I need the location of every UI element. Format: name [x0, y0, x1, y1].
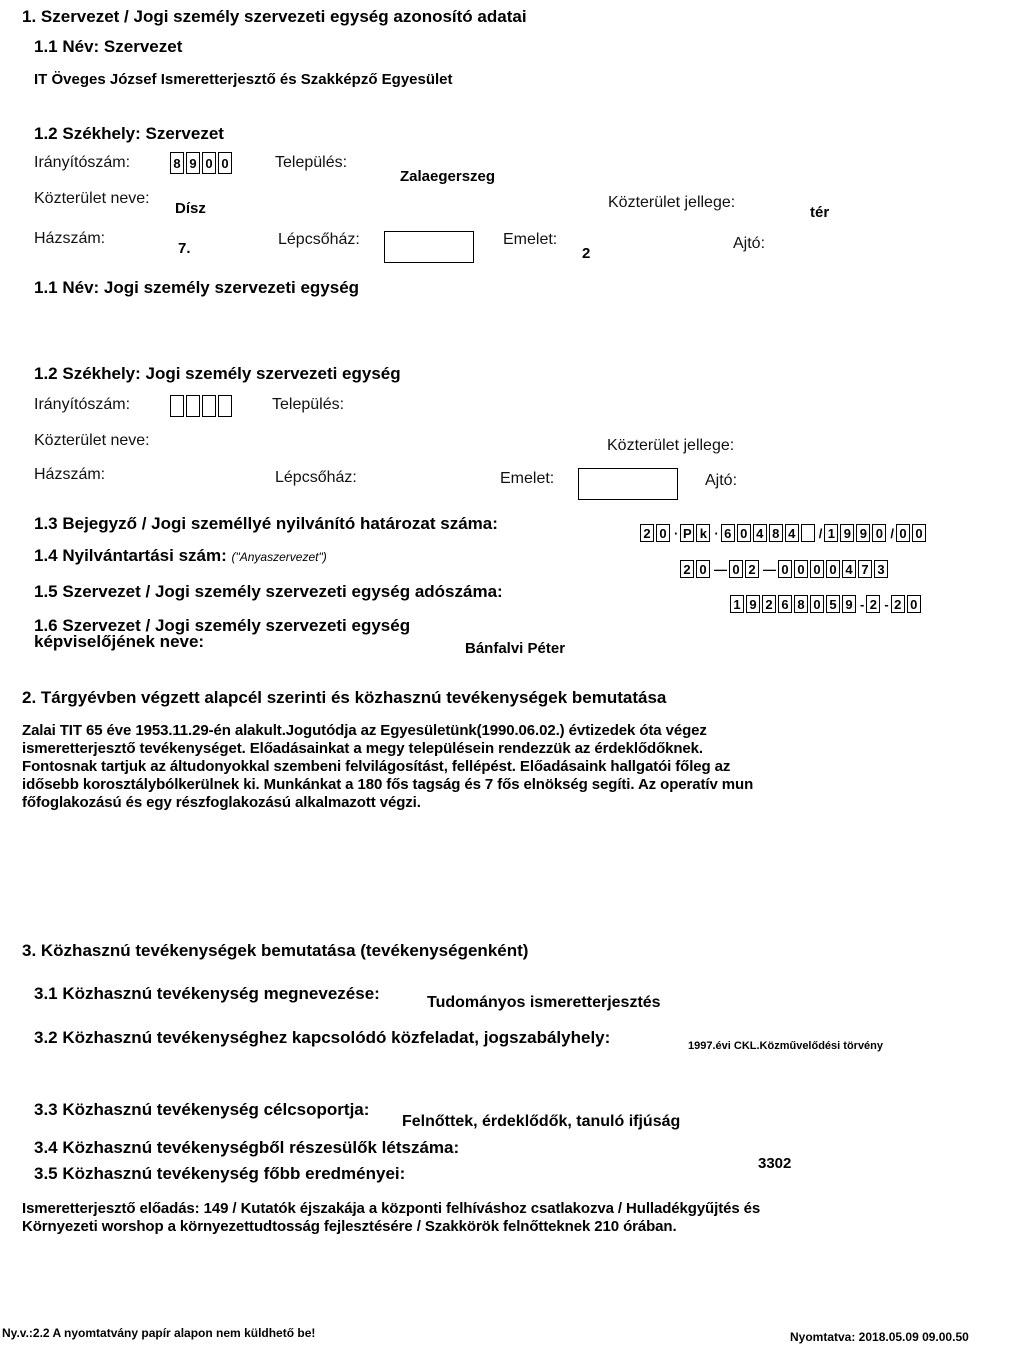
postal-code-boxes [170, 152, 234, 174]
text-line: Zalai TIT 65 éve 1953.11.29-én alakult.Jogutódja az Egyesületünk(1990.06.02.) évtizedek óta végez [22, 722, 707, 739]
postal-code-label: Irányítószám: [34, 154, 131, 171]
digit-box: 9 [746, 595, 760, 613]
results-label: 3.5 Közhasznú tevékenység főbb eredményei: [34, 1164, 406, 1183]
public-task-label: 3.2 Közhasznú tevékenységhez kapcsolódó közfeladat, jogszabályhely: [34, 1028, 611, 1047]
form-id: Ny.v.:2.2 A nyomtatvány papír alapon nem küldhető be! [2, 1326, 316, 1340]
separator: — [714, 561, 727, 577]
digit-box: P [680, 524, 694, 542]
digit-box [186, 395, 200, 417]
org-seat-label: 1.2 Székhely: Szervezet [34, 124, 224, 143]
tax-number-label: 1.5 Szervezet / Jogi személy szervezeti egység adószáma: [34, 582, 503, 601]
digit-box: k [696, 524, 710, 542]
digit-box: 8 [794, 595, 808, 613]
floor-value: 2 [582, 245, 591, 262]
participants-label: 3.4 Közhasznú tevékenységből részesülők létszáma: [34, 1138, 460, 1157]
digit-box: 3 [874, 560, 888, 578]
separator: — [763, 561, 776, 577]
tax-number-boxes [730, 595, 923, 613]
digit-box: 0 [872, 524, 886, 542]
digit-box: 9 [842, 595, 856, 613]
digit-box: 2 [762, 595, 776, 613]
digit-box: 6 [721, 524, 735, 542]
digit-box [801, 524, 815, 542]
unit-floor-field [578, 468, 678, 500]
digit-box: 4 [785, 524, 799, 542]
activity-name-value: Tudományos ismeretterjesztés [427, 994, 661, 1011]
activity-name-label: 3.1 Közhasznú tevékenység megnevezése: [34, 984, 380, 1003]
org-name-value: IT Öveges József Ismeretterjesztő és Szakképző Egyesület [34, 71, 453, 88]
digit-box: 0 [907, 595, 921, 613]
digit-box: 8 [769, 524, 783, 542]
text-line: Környezeti worshop a környezettudtosság fejlesztésére / Szakkörök felnőtteknek 210 órában. [22, 1218, 677, 1235]
unit-door-label: Ajtó: [705, 472, 738, 489]
street-type-label: Közterület jellege: [608, 194, 736, 211]
staircase-label: Lépcsőház: [278, 231, 360, 248]
digit-box: 2 [640, 524, 654, 542]
target-group-value: Felnőttek, érdeklődők, tanuló ifjúság [402, 1113, 681, 1130]
unit-postal-code-boxes [170, 395, 234, 417]
text-line: idősebb korosztálybólkerülnek ki. Munkánkat a 180 fős tagság és 7 fős elnökség segíti. Az operatív mun [22, 776, 754, 793]
digit-box: 0 [794, 560, 808, 578]
registration-decision-label: 1.3 Bejegyző / Jogi személlyé nyilvánító határozat száma: [34, 514, 498, 533]
text-line: főfoglakozású és egy részfoglakozású alkalmazott végzi. [22, 794, 421, 811]
representative-label-line-2: képviselőjének neve: [34, 632, 205, 651]
digit-box: 0 [729, 560, 743, 578]
digit-box: 2 [745, 560, 759, 578]
registry-number-label-text: 1.4 Nyilvántartási szám: [34, 546, 227, 565]
representative-label [34, 618, 410, 650]
unit-postal-code-label: Irányítószám: [34, 396, 131, 413]
digit-box: 4 [753, 524, 767, 542]
digit-box: 4 [842, 560, 856, 578]
digit-box: 0 [218, 152, 232, 174]
separator: · [714, 525, 719, 541]
registration-decision-boxes [640, 524, 928, 542]
house-number-value: 7. [178, 240, 191, 257]
street-name-value: Dísz [175, 200, 206, 217]
text-line: Ismeretterjesztő előadás: 149 / Kutatók éjszakája a központi felhíváshoz csatlakozva / Hulladékgyűjtés és [22, 1200, 761, 1217]
city-value: Zalaegerszeg [400, 168, 496, 185]
digit-box: 5 [826, 595, 840, 613]
digit-box: 9 [186, 152, 200, 174]
digit-box: 0 [202, 152, 216, 174]
digit-box: 0 [696, 560, 710, 578]
registry-number-note: ("Anyaszervezet") [231, 550, 327, 564]
separator: - [860, 596, 865, 612]
unit-name-label: 1.1 Név: Jogi személy szervezeti egység [34, 278, 360, 297]
section-3-title: 3. Közhasznú tevékenységek bemutatása (tevékenységenként) [22, 941, 529, 960]
digit-box: 0 [826, 560, 840, 578]
registry-number-label [34, 546, 327, 566]
unit-street-name-label: Közterület neve: [34, 432, 150, 449]
registry-number-boxes [680, 560, 890, 578]
unit-city-label: Település: [272, 396, 345, 413]
digit-box: 1 [824, 524, 838, 542]
digit-box: 9 [856, 524, 870, 542]
unit-staircase-label: Lépcsőház: [275, 469, 357, 486]
digit-box: 2 [891, 595, 905, 613]
digit-box: 8 [170, 152, 184, 174]
representative-label-line-1: 1.6 Szervezet / Jogi személy szervezeti egység [34, 616, 411, 635]
results-text [22, 1200, 760, 1236]
digit-box: 2 [866, 595, 880, 613]
digit-box: 0 [896, 524, 910, 542]
target-group-label: 3.3 Közhasznú tevékenység célcsoportja: [34, 1100, 370, 1119]
text-line: ismeretterjesztő tevékenységet. Előadásainkat a megy településein rendezzük az érdeklődőknek. [22, 740, 703, 757]
unit-floor-label: Emelet: [500, 470, 555, 487]
separator: - [884, 596, 889, 612]
street-type-value: tér [810, 204, 830, 221]
public-task-value: 1997.évi CKL.Közművelődési törvény [688, 1040, 884, 1052]
digit-box: 0 [810, 560, 824, 578]
door-label: Ajtó: [733, 235, 766, 252]
digit-box: 0 [912, 524, 926, 542]
unit-street-type-label: Közterület jellege: [607, 437, 735, 454]
digit-box: 9 [840, 524, 854, 542]
unit-house-number-label: Házszám: [34, 466, 106, 483]
street-name-label: Közterület neve: [34, 190, 150, 207]
separator: / [818, 525, 823, 541]
unit-seat-label: 1.2 Székhely: Jogi személy szervezeti egység [34, 364, 401, 383]
digit-box: 6 [778, 595, 792, 613]
org-name-label: 1.1 Név: Szervezet [34, 37, 183, 56]
digit-box: 2 [680, 560, 694, 578]
house-number-label: Házszám: [34, 230, 106, 247]
digit-box [202, 395, 216, 417]
text-line: Fontosnak tartjuk az áltudonyokkal szembeni felvilágosítást, fellépést. Előadásaink hallgatói főleg az [22, 758, 731, 775]
separator: · [674, 525, 679, 541]
digit-box: 0 [656, 524, 670, 542]
participants-value: 3302 [758, 1155, 792, 1172]
separator: / [890, 525, 894, 541]
floor-label: Emelet: [503, 231, 558, 248]
digit-box: 0 [810, 595, 824, 613]
digit-box [218, 395, 232, 417]
digit-box [170, 395, 184, 417]
section-2-title: 2. Tárgyévben végzett alapcél szerinti és közhasznú tevékenységek bemutatása [22, 688, 667, 707]
digit-box: 0 [737, 524, 751, 542]
digit-box: 7 [858, 560, 872, 578]
digit-box: 1 [730, 595, 744, 613]
staircase-field [384, 231, 474, 263]
print-timestamp: Nyomtatva: 2018.05.09 09.00.50 [790, 1330, 969, 1344]
representative-value: Bánfalvi Péter [465, 640, 566, 657]
city-label: Település: [275, 154, 348, 171]
digit-box: 0 [778, 560, 792, 578]
section-1-title: 1. Szervezet / Jogi személy szervezeti egység azonosító adatai [22, 7, 527, 26]
section-2-text [22, 722, 753, 812]
